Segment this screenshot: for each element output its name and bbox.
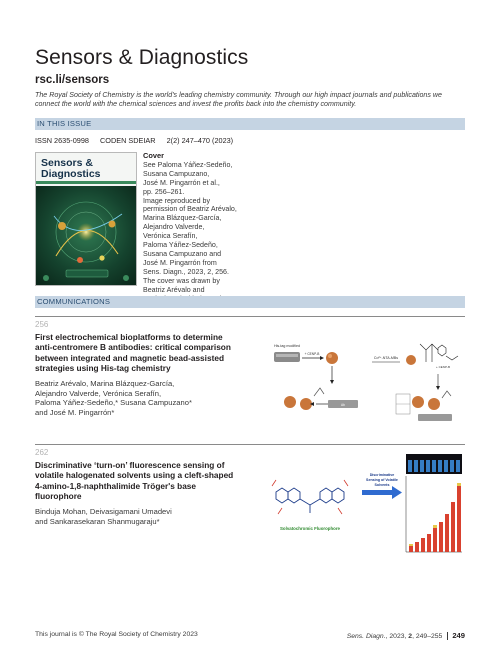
article-authors: [35, 507, 257, 526]
gabs1-right-reagent: + CENP-B: [436, 365, 450, 369]
journal-title: Sensors & Diagnostics: [35, 46, 249, 69]
cover-caption: [143, 152, 247, 303]
article-title-line: fluorophore: [35, 491, 82, 502]
cover-caption-lines: [143, 161, 247, 304]
cover-caption-line: Verónica Serafín,: [143, 232, 198, 241]
issn-line: [35, 136, 242, 145]
journal-url-link[interactable]: rsc.li/sensors: [35, 74, 110, 86]
gabs2-molecule-label: Solvatochromic Fluorophore: [279, 526, 341, 531]
article-divider: [35, 444, 465, 445]
communications-heading: COMMUNICATIONS: [35, 296, 465, 308]
cover-caption-line: Susana Campuzano and: [143, 249, 222, 258]
cover-caption-line: The cover was drawn by: [143, 276, 220, 285]
gabs1-right-label: Co²⁺-NTA-MBs: [373, 356, 399, 360]
graphical-abstract-1: [268, 322, 464, 432]
article-title-line: First electrochemical bioplatforms to determine: [35, 332, 223, 342]
gabs1-left-reagent: + CENP-B: [304, 352, 320, 356]
article-author-line: Beatriz Arévalo, Marina Blázquez-García,: [35, 379, 175, 388]
article-authors: [35, 379, 257, 417]
article-title-line: anti-centromere B antibodies: critical comparison: [35, 342, 231, 353]
coden: CODEN SDEIAR: [100, 136, 156, 145]
gabs2-arrow-label-3: Solvents: [374, 483, 390, 487]
rsc-blurb: The Royal Society of Chemistry is the world's leading chemistry community. Through our high impact journals and publications we connect the world with the chemical sciences and invest the profits back into the chemistry community.: [35, 91, 442, 109]
cover-band: [36, 181, 137, 184]
page-number: 249: [452, 631, 465, 640]
cover-image-title-line: Sensors &: [41, 157, 93, 169]
svg-text:Ab: Ab: [341, 403, 345, 407]
cover-caption-line: Paloma Yáñez-Sedeño,: [143, 241, 218, 250]
article-title-line: Discriminative ‘turn-on’ fluorescence sensing of: [35, 460, 225, 470]
cover-caption-line: Susana Campuzano,: [143, 169, 210, 178]
cover-caption-line: pp. 256–261.: [143, 187, 185, 196]
cover-caption-line: permission of Beatriz Arévalo,: [143, 205, 237, 214]
article-title-line: strategies using His-tag chemistry: [35, 363, 171, 374]
cover-caption-line: Sens. Diagn., 2023, 2, 256.: [143, 267, 229, 276]
article-divider: [35, 316, 465, 317]
article-page-number: 256: [35, 320, 49, 329]
article-title-line: volatile halogenated solvents using a cleft-shaped: [35, 470, 234, 481]
cover-caption-line: José M. Pingarrón et al.,: [143, 178, 220, 187]
article-title[interactable]: [35, 332, 257, 374]
cover-caption-line: Image reproduced by: [143, 196, 211, 205]
cover-artwork: [36, 186, 137, 286]
gabs2-arrow-label-2: Sensing of Volatile: [366, 478, 398, 482]
article-author-line: Alejandro Valverde, Verónica Serafín,: [35, 388, 162, 398]
footer-year: , 2023,: [385, 633, 409, 640]
issn: ISSN 2635-0998: [35, 136, 89, 145]
article-author-line: Paloma Yáñez-Sedeño,* Susana Campuzano*: [35, 398, 192, 408]
cover-caption-line: José M. Pingarrón from: [143, 258, 217, 267]
footer-pages: , 249–255: [412, 633, 443, 640]
in-this-issue-heading: IN THIS ISSUE: [35, 118, 465, 130]
gabs1-left-label: His-tag modified: [274, 344, 300, 348]
article-title-line: between integrated and magnetic bead-assisted: [35, 352, 225, 363]
cover-caption-line: See Paloma Yáñez-Sedeño,: [143, 160, 233, 169]
cover-image-title-line: Diagnostics: [41, 167, 101, 180]
cover-image-title: [41, 158, 101, 179]
footer-citation: [347, 631, 465, 640]
footer-volume: 2: [408, 633, 413, 640]
cover-image[interactable]: [35, 152, 137, 286]
graphical-abstract-2: [268, 452, 464, 560]
cover-caption-heading: Cover: [143, 151, 164, 160]
cover-caption-line: Alejandro Valverde,: [143, 223, 205, 232]
article-author-line: and José M. Pingarrón*: [35, 407, 115, 417]
footer-copyright: This journal is © The Royal Society of Chemistry 2023: [35, 631, 198, 638]
footer-separator: [447, 632, 448, 640]
footer-journal-abbrev: Sens. Diagn.: [346, 633, 386, 640]
cover-caption-line: Beatriz Arévalo and: [143, 285, 205, 294]
gabs2-arrow-label-1: Discriminative: [369, 473, 395, 477]
article-page-number: 262: [35, 448, 49, 457]
article-title[interactable]: [35, 460, 257, 502]
cover-caption-line: Marina Blázquez-García,: [143, 214, 222, 223]
volume-info: 2(2) 247–470 (2023): [166, 136, 234, 145]
article-author-line: and Sankarasekaran Shanmugaraju*: [35, 516, 160, 526]
article-title-line: 4-amino-1,8-naphthalimide Tröger's base: [35, 480, 197, 491]
article-author-line: Binduja Mohan, Deivasigamani Umadevi: [35, 507, 172, 516]
